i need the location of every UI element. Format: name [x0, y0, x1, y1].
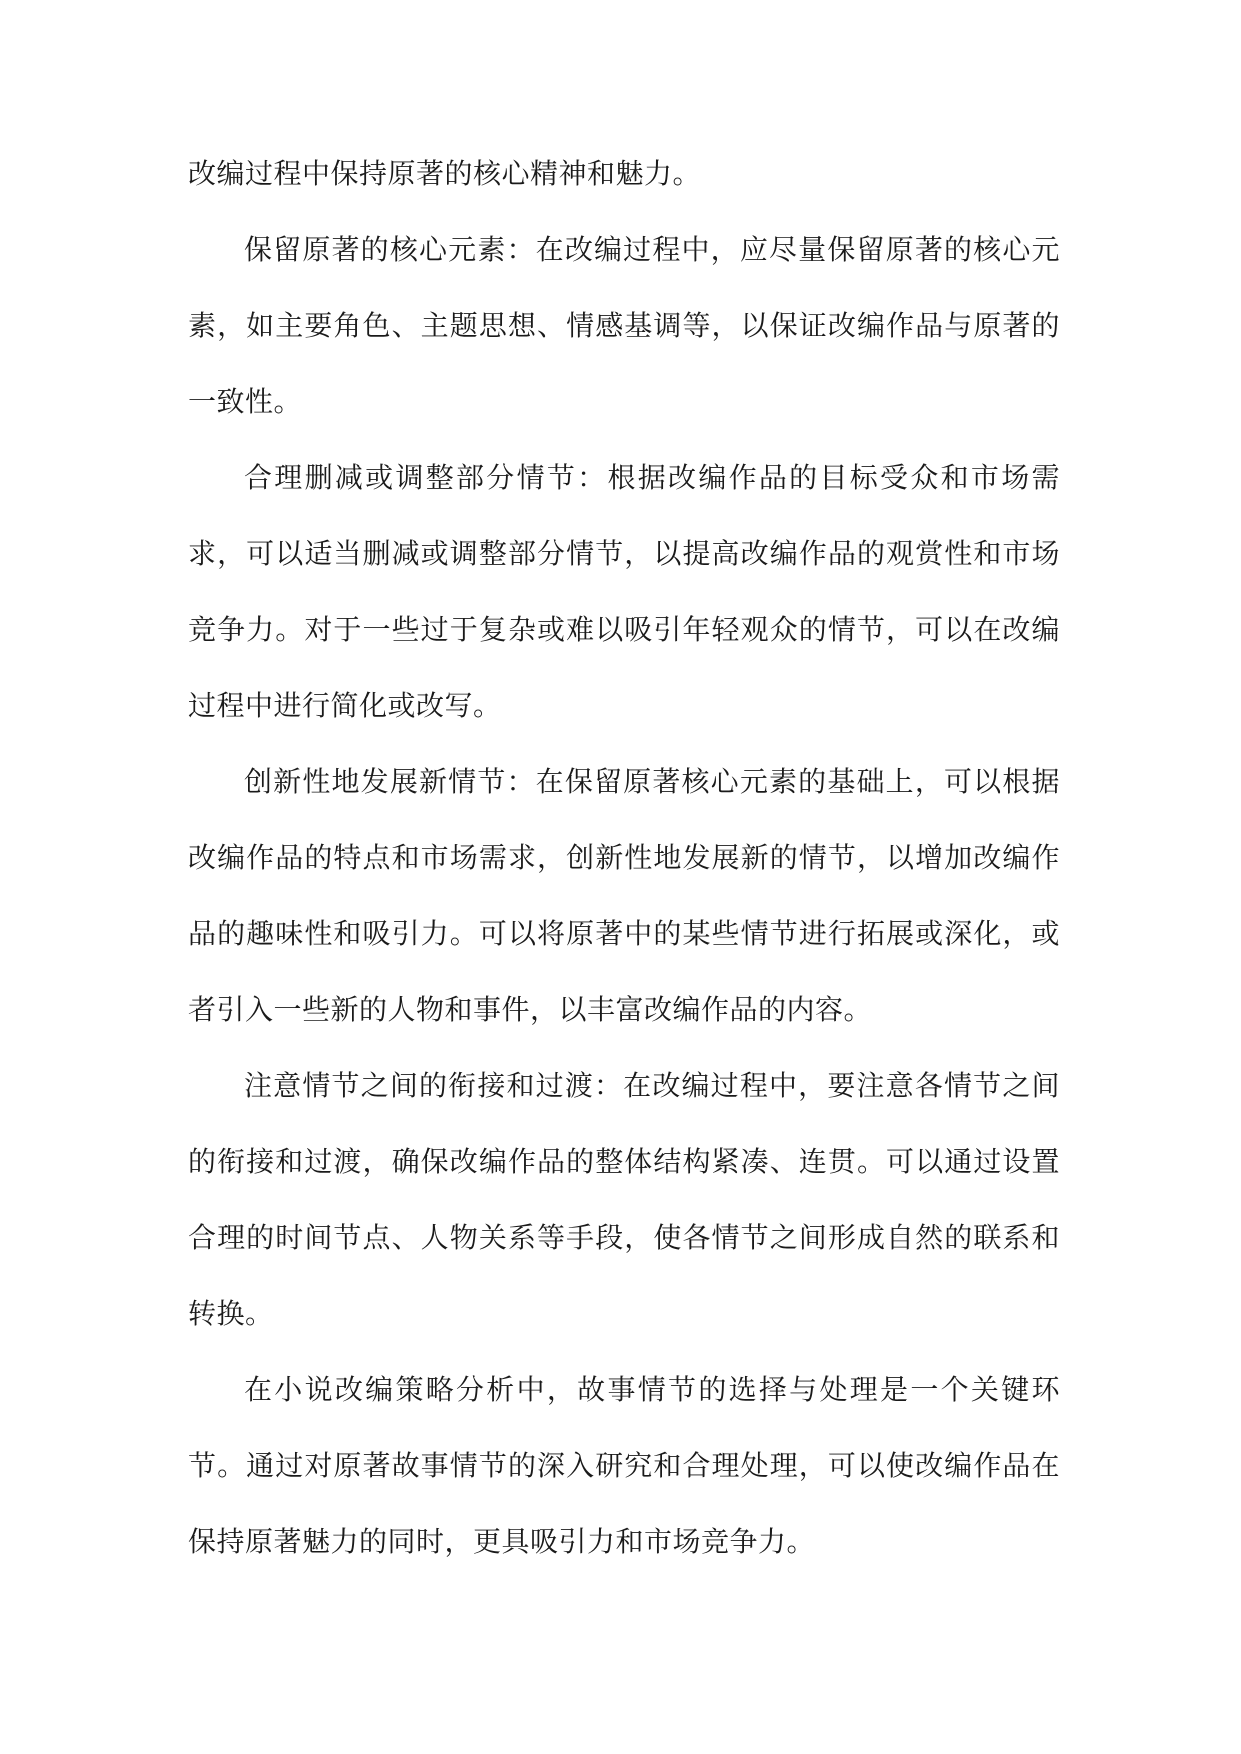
paragraph: 改编过程中保持原著的核心精神和魅力。 — [188, 157, 702, 190]
paragraph: 保留原著的核心元素：在改编过程中，应尽量保留原著的核心元素，如主要角色、主题思想、情感基调等，以保证改编作品与原著的一致性。 — [188, 233, 1060, 418]
paragraph: 创新性地发展新情节：在保留原著核心元素的基础上，可以根据改编作品的特点和市场需求，创新性地发展新的情节，以增加改编作品的趣味性和吸引力。可以将原著中的某些情节进行拓展或深化，或者引入一些新的人物和事件，以丰富改编作品的内容。 — [188, 765, 1060, 1026]
paragraph: 注意情节之间的衔接和过渡：在改编过程中，要注意各情节之间的衔接和过渡，确保改编作品的整体结构紧凑、连贯。可以通过设置合理的时间节点、人物关系等手段，使各情节之间形成自然的联系和转换。 — [188, 1069, 1060, 1330]
document-body — [188, 136, 1060, 1580]
paragraph: 在小说改编策略分析中，故事情节的选择与处理是一个关键环节。通过对原著故事情节的深入研究和合理处理，可以使改编作品在保持原著魅力的同时，更具吸引力和市场竞争力。 — [188, 1373, 1060, 1558]
paragraph: 合理删减或调整部分情节：根据改编作品的目标受众和市场需求，可以适当删减或调整部分情节，以提高改编作品的观赏性和市场竞争力。对于一些过于复杂或难以吸引年轻观众的情节，可以在改编过程中进行简化或改写。 — [188, 461, 1060, 722]
